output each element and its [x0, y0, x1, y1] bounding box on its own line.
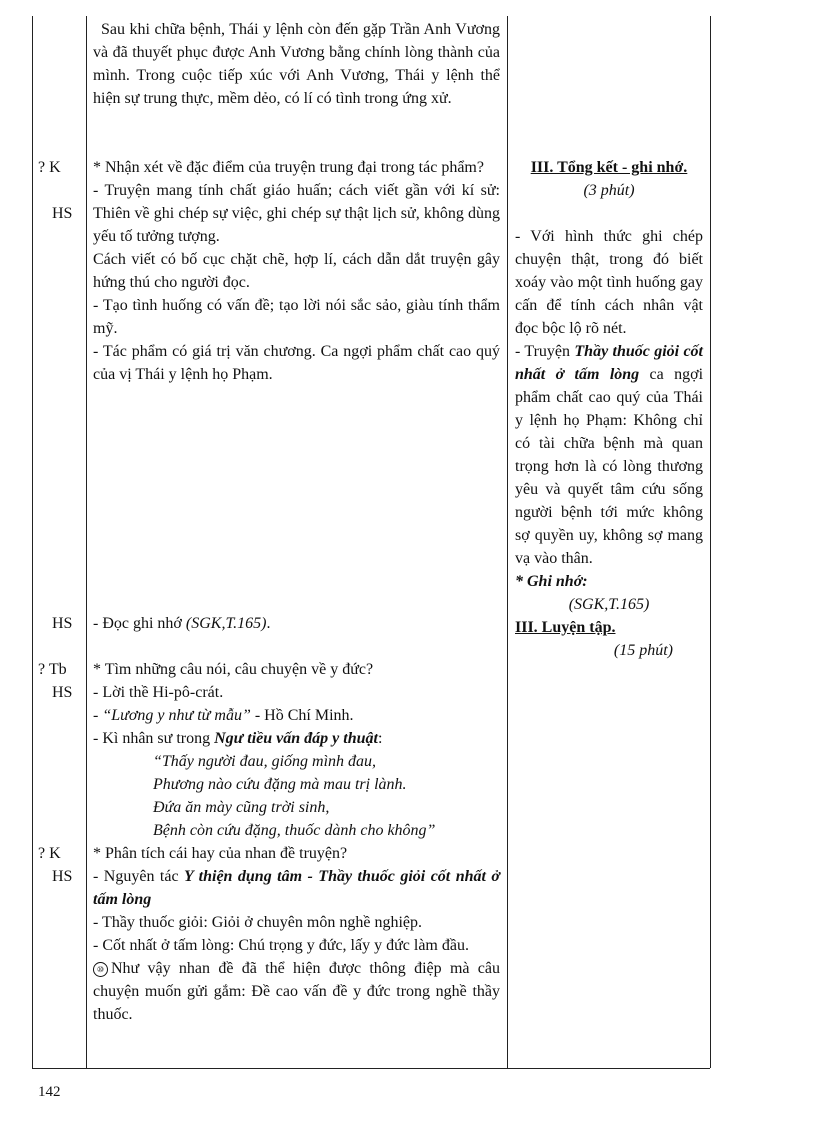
- table-border-right: [710, 16, 711, 1068]
- summary-prefix: - Truyện: [515, 343, 575, 360]
- answer-line: - Tạo tình huống có vấn đề; tạo lời nói sắc sảo, giàu tính thẩm mỹ.: [93, 297, 500, 337]
- answer-line: Cách viết có bố cục chặt chẽ, hợp lí, cách dẫn dắt truyện gây hứng thú cho người đọc.: [93, 251, 500, 291]
- poem-line: Bệnh còn cứu đặng, thuốc dành cho không”: [153, 822, 436, 839]
- summary-text: ca ngợi phẩm chất cao quý của Thái y lệnh họ Phạm: Không chỉ có tài chữa bệnh mà quan trọng hơn là có lòng thương yêu và quyết tâm cứu sống người bệnh tới mức không sợ quyền uy, không sợ mang vạ vào thân.: [515, 366, 704, 567]
- read-summary-line: [93, 612, 500, 635]
- conclusion-mark-icon: ⑩: [93, 962, 108, 977]
- practice-time: (15 phút): [613, 642, 673, 659]
- discussion-block-3: [93, 842, 500, 1026]
- answer-line: - Thầy thuốc giỏi: Giỏi ở chuyên môn nghề nghiệp.: [93, 914, 422, 931]
- intro-text: Sau khi chữa bệnh, Thái y lệnh còn đến gặp Trần Anh Vương và đã thuyết phục được Anh Vương bằng chính lòng thành của mình. Trong cuộc tiếp xúc với Anh Vương, Thái y lệnh thể hiện sự trung thực, mềm dẻo, có lí có tình trong ứng xử.: [93, 21, 500, 107]
- original-title: Y thiện dụng tâm - Thầy thuốc giỏi cốt nhất ở tấm lòng: [93, 868, 500, 908]
- table-border-left: [32, 16, 33, 1068]
- answer-suffix: :: [377, 730, 383, 747]
- summary-notes: [515, 225, 703, 662]
- section-time: (3 phút): [583, 182, 635, 199]
- label-student: HS: [52, 615, 73, 632]
- question-text: * Tìm những câu nói, câu chuyện về y đức?: [93, 661, 374, 678]
- practice-heading: III. Luyện tập.: [515, 619, 616, 636]
- answer-prefix: - Kì nhân sư trong: [93, 730, 215, 747]
- label-question-k: ? K: [38, 845, 61, 862]
- summary-section: [515, 156, 703, 202]
- note-reference: (SGK,T.165): [568, 596, 650, 613]
- label-student: HS: [52, 868, 73, 885]
- table-border-bottom: [32, 1068, 710, 1069]
- question-text: * Nhận xét về đặc điểm của truyện trung đại trong tác phẩm?: [93, 159, 484, 176]
- poem-line: “Thấy người đau, giống mình đau,: [153, 753, 377, 770]
- answer-line: - Tác phẩm có giá trị văn chương. Ca ngợi phẩm chất cao quý của vị Thái y lệnh họ Phạm.: [93, 343, 500, 383]
- note-heading: * Ghi nhớ:: [515, 573, 588, 590]
- label-question-tb: ? Tb: [38, 661, 67, 678]
- story-title: Thầy thuốc giỏi cốt nhất ở tấm lòng: [515, 343, 703, 383]
- label-question-k: ? K: [38, 159, 61, 176]
- poem-line: Phương nào cứu đặng mà mau trị lành.: [153, 776, 407, 793]
- answer-line: - Cốt nhất ở tấm lòng: Chú trọng y đức, lấy y đức làm đầu.: [93, 937, 469, 954]
- intro-paragraph: [93, 18, 500, 110]
- answer-line: - Lời thề Hi-pô-crát.: [93, 684, 224, 701]
- read-prefix: - Đọc ghi nhớ: [93, 615, 186, 632]
- book-title: Ngư tiều vấn đáp y thuật: [214, 730, 378, 747]
- answer-line: - Truyện mang tính chất giáo huấn; cách viết gần với kí sử: Thiên về ghi chép sự việc, ghi chép sự thật lịch sử, không dùng yếu tố tưởng tượng.: [93, 182, 500, 245]
- answer-prefix: - Nguyên tác: [93, 868, 185, 885]
- quote-text: - “Lương y như từ mẫu”: [93, 707, 251, 724]
- read-reference: (SGK,T.165): [185, 615, 267, 632]
- quote-author: - Hồ Chí Minh.: [250, 707, 354, 724]
- column-divider-1: [86, 16, 87, 1068]
- label-student: HS: [52, 684, 73, 701]
- read-suffix: .: [266, 615, 271, 632]
- discussion-block-1: [93, 156, 500, 386]
- discussion-block-2: [93, 658, 500, 842]
- conclusion-text: Như vậy nhan đề đã thể hiện được thông điệp mà câu chuyện muốn gửi gắm: Đề cao vấn đề y đức trong nghề thầy thuốc.: [93, 960, 500, 1023]
- page-number: 142: [38, 1084, 61, 1100]
- label-student: HS: [52, 205, 73, 222]
- poem-line: Đứa ăn mày cũng trời sinh,: [153, 799, 330, 816]
- question-text: * Phân tích cái hay của nhan đề truyện?: [93, 845, 348, 862]
- section-heading: III. Tổng kết - ghi nhớ.: [530, 159, 688, 176]
- summary-point: - Với hình thức ghi chép chuyện thật, trong đó biết xoáy vào một tình huống gay cấn để tính cách nhân vật đọc bộc lộ rõ nét.: [515, 228, 703, 337]
- column-divider-2: [507, 16, 508, 1068]
